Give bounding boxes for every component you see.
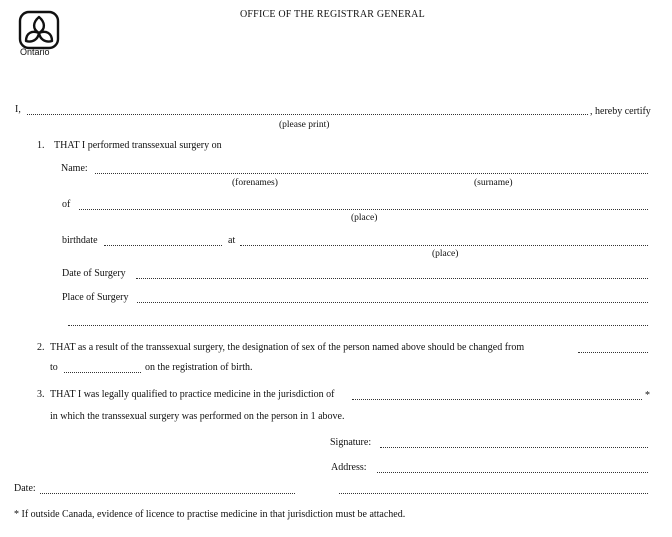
forenames-caption: (forenames) [232,178,278,188]
date-label: Date: [14,483,36,494]
surgery-place-field[interactable] [137,302,648,303]
footnote: * If outside Canada, evidence of licence to practise medicine in that jurisdiction must be attached. [14,509,406,520]
of-label: of [62,199,71,210]
name-field[interactable] [95,173,648,174]
item-3-continuation: in which the transsexual surgery was performed on the person in 1 above. [50,411,345,422]
jurisdiction-asterisk: * [645,390,650,401]
birthdate-field[interactable] [104,245,222,246]
page-title: OFFICE OF THE REGISTRAR GENERAL [240,9,425,20]
surname-caption: (surname) [474,178,513,188]
name-label: Name: [61,163,88,174]
item-1-text: THAT I performed transsexual surgery on [54,140,222,151]
please-print-caption: (please print) [279,120,330,130]
birthplace-caption: (place) [432,249,459,259]
signature-label: Signature: [330,437,372,448]
surgery-place-field-2[interactable] [68,325,648,326]
item-2-text: THAT as a result of the transsexual surgery, the designation of sex of the person named above should be changed from [50,342,525,353]
birthdate-label: birthdate [62,235,98,246]
logo-label: Ontario [20,47,50,57]
signature-field[interactable] [380,447,648,448]
item-3-text: THAT I was legally qualified to practice medicine in the jurisdiction of [50,389,335,400]
surgery-date-field[interactable] [136,278,648,279]
certify-suffix: , hereby certify [590,106,651,117]
item-2-number: 2. [37,342,45,353]
sex-to-field[interactable] [64,372,141,373]
to-label: to [50,362,58,373]
address-field[interactable] [377,472,648,473]
at-label: at [228,235,236,246]
certify-prefix: I, [15,104,21,115]
registration-text: on the registration of birth. [145,362,253,373]
address-field-2[interactable] [339,493,648,494]
birthplace-field[interactable] [240,245,648,246]
surgery-date-label: Date of Surgery [62,268,126,279]
address-label: Address: [331,462,367,473]
item-3-number: 3. [37,389,45,400]
residence-place-field[interactable] [79,209,648,210]
surgery-place-label: Place of Surgery [62,292,129,303]
place-caption: (place) [351,213,378,223]
certifier-name-field[interactable] [27,114,588,115]
jurisdiction-field[interactable] [352,399,642,400]
sex-from-field[interactable] [578,352,648,353]
item-1-number: 1. [37,140,45,151]
date-field[interactable] [40,493,295,494]
